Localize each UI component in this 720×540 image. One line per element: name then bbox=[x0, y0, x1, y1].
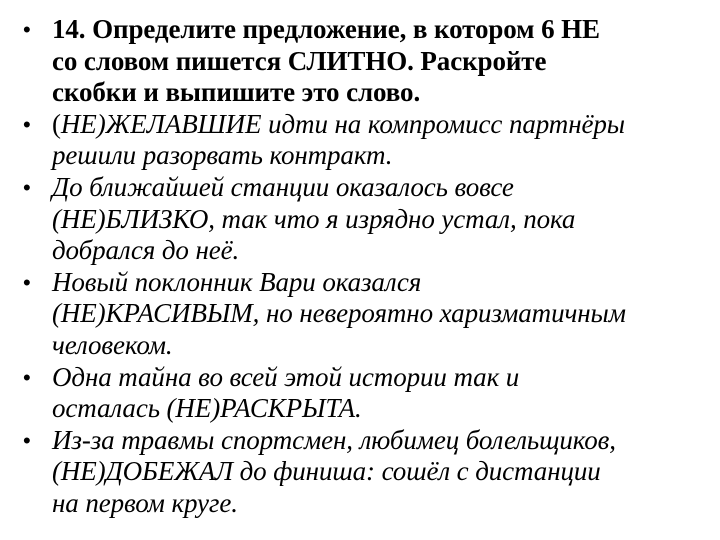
bullet-icon: • bbox=[23, 364, 31, 390]
bullet-list bbox=[20, 14, 700, 520]
option-line: (НЕ)БЛИЗКО, так что я изрядно устал, пока bbox=[52, 203, 576, 234]
option-line: До ближайшей станции оказалось вовсе bbox=[52, 171, 514, 202]
option-line: (НЕ)ДОБЕЖАЛ до финиша: сошёл с дистанции bbox=[52, 456, 601, 487]
option-item-1 bbox=[20, 109, 700, 172]
option-line: Из-за травмы спортсмен, любимец болельщиков, bbox=[52, 424, 616, 455]
question-line: со словом пишется СЛИТНО. Раскройте bbox=[52, 45, 547, 76]
option-line: НЕ)ЖЕЛАВШИЕ идти на компромисс партнёры bbox=[60, 108, 625, 139]
option-line: осталась (НЕ)РАСКРЫТА. bbox=[52, 393, 362, 424]
option-item-5 bbox=[20, 425, 700, 520]
option-line: добрался до неё. bbox=[52, 235, 240, 266]
option-line: Одна тайна во всей этой истории так и bbox=[52, 361, 520, 392]
question-line: скобки и выпишите это слово. bbox=[52, 77, 421, 108]
option-line: (НЕ)КРАСИВЫМ, но невероятно харизматичным bbox=[52, 298, 626, 329]
bullet-icon: • bbox=[23, 17, 31, 42]
bullet-icon: • bbox=[23, 111, 31, 137]
option-item-4 bbox=[20, 362, 700, 425]
option-open-bracket: ( bbox=[52, 108, 61, 139]
option-line: на первом круге. bbox=[52, 487, 238, 518]
option-item-2 bbox=[20, 172, 700, 267]
bullet-icon: • bbox=[23, 269, 31, 295]
question-item bbox=[20, 14, 700, 109]
option-line: Новый поклонник Вари оказался bbox=[52, 266, 422, 297]
bullet-icon: • bbox=[23, 427, 31, 453]
bullet-icon: • bbox=[23, 174, 31, 200]
option-line: человеком. bbox=[52, 329, 173, 360]
option-line: решили разорвать контракт. bbox=[52, 140, 393, 171]
question-line: 14. Определите предложение, в котором 6 НЕ bbox=[52, 14, 600, 44]
option-item-3 bbox=[20, 267, 700, 362]
